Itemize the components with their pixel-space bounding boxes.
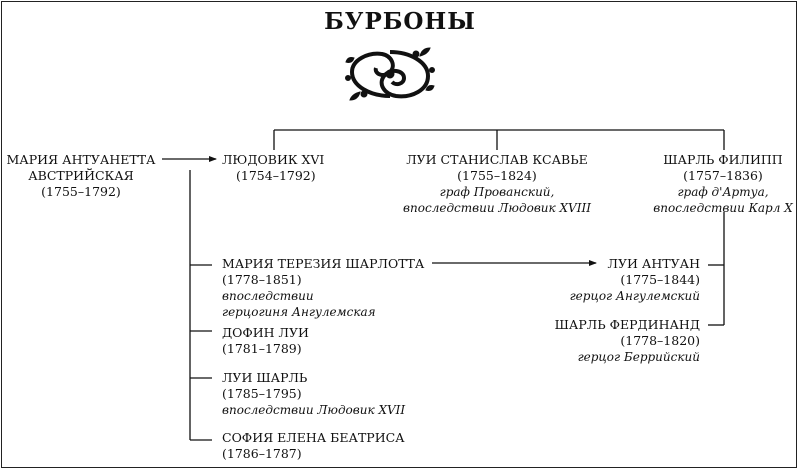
diagram-title: БУРБОНЫ (324, 8, 476, 35)
person-later-title: впоследствии (222, 289, 314, 303)
person-title: граф Прованский, (439, 185, 555, 199)
person-years: (1786–1787) (222, 446, 302, 461)
person-name: МАРИЯ ТЕРЕЗИЯ ШАРЛОТТА (222, 256, 425, 271)
person-louis-xvi (222, 152, 324, 184)
person-louis-charles (222, 370, 405, 418)
person-years: (1755–1824) (457, 168, 537, 183)
person-later-title-cont: герцогиня Ангулемская (222, 305, 376, 319)
person-sophie-helene (222, 430, 405, 462)
person-name: ЛУИ СТАНИСЛАВ КСАВЬЕ (406, 152, 588, 167)
person-years: (1754–1792) (236, 168, 316, 183)
person-years: (1785–1795) (222, 386, 302, 401)
person-later-title: впоследствии Карл X (653, 201, 793, 215)
person-years: (1755–1792) (41, 184, 121, 199)
person-years: (1778–1851) (222, 272, 302, 287)
person-years: (1778–1820) (620, 333, 700, 348)
person-title: граф д'Артуа, (677, 185, 769, 199)
person-name: ЛЮДОВИК XVI (222, 152, 325, 167)
person-later-title: впоследствии Людовик XVIII (403, 201, 591, 215)
person-charles-ferdinand (520, 317, 700, 365)
person-name-cont: АВСТРИЙСКАЯ (28, 168, 134, 183)
person-charles-philippe (648, 152, 798, 216)
person-name: ШАРЛЬ ФИЛИПП (663, 152, 783, 167)
person-name: ШАРЛЬ ФЕРДИНАНД (554, 317, 700, 332)
person-name: СОФИЯ ЕЛЕНА БЕАТРИСА (222, 430, 405, 445)
person-name: МАРИЯ АНТУАНЕТТА (6, 152, 156, 167)
person-louis-antoine (540, 256, 700, 304)
person-years: (1757–1836) (683, 168, 763, 183)
person-years: (1775–1844) (620, 272, 700, 287)
person-title: герцог Беррийский (577, 350, 700, 364)
person-title: герцог Ангулемский (569, 289, 700, 303)
person-name: ЛУИ ШАРЛЬ (222, 370, 308, 385)
person-louis-stanislas (392, 152, 602, 216)
person-dauphin-louis (222, 325, 309, 357)
person-later-title: впоследствии Людовик XVII (222, 403, 406, 417)
person-name: ДОФИН ЛУИ (222, 325, 309, 340)
person-years: (1781–1789) (222, 341, 302, 356)
person-marie-antoinette (3, 152, 159, 200)
person-name: ЛУИ АНТУАН (607, 256, 700, 271)
person-marie-therese (222, 256, 424, 320)
